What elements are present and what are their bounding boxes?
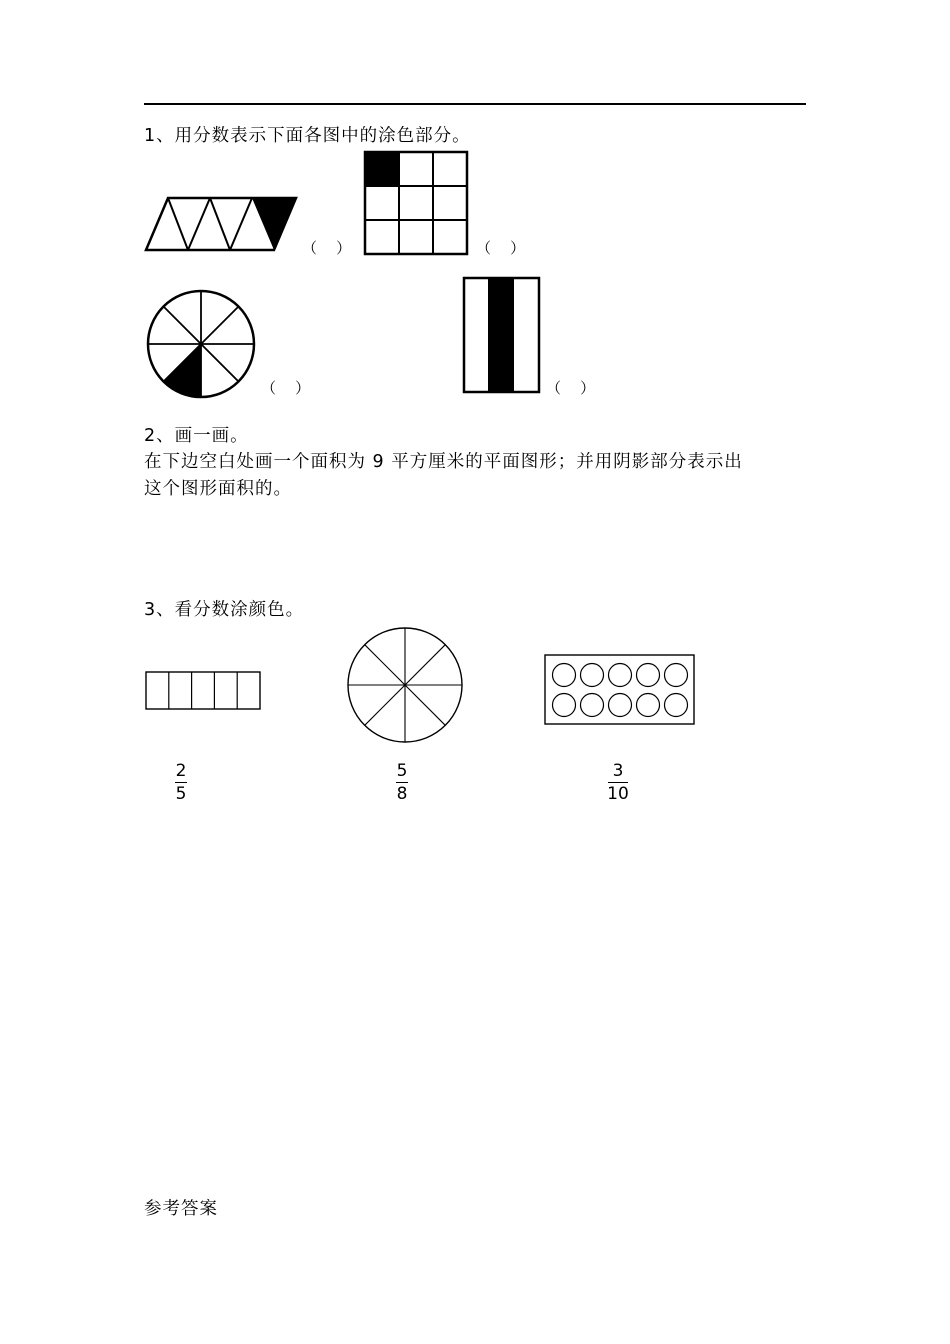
fraction-bar [396, 782, 408, 783]
answer-key-heading: 参考答案 [144, 1199, 218, 1219]
header-rule [144, 103, 806, 105]
answer-blank-4[interactable]: （ ） [546, 379, 596, 397]
fraction-numerator: 5 [396, 761, 408, 781]
q3-title: 3、看分数涂颜色。 [144, 600, 305, 620]
fraction-three-tenths [598, 762, 638, 803]
answer-blank-2[interactable]: （ ） [476, 239, 526, 257]
fraction-denominator: 10 [607, 784, 629, 804]
five-part-rectangle[interactable] [145, 671, 263, 711]
answer-blank-1[interactable]: （ ） [302, 239, 352, 257]
fraction-five-eighths [382, 762, 422, 803]
fraction-denominator: 5 [175, 784, 187, 804]
fraction-denominator: 8 [396, 784, 408, 804]
eight-part-circle[interactable] [345, 625, 465, 745]
triangle-strip-figure [144, 196, 300, 252]
ten-circles-box[interactable] [544, 654, 697, 727]
vertical-strips-figure [462, 276, 542, 395]
fraction-two-fifths [161, 762, 201, 803]
answer-blank-3[interactable]: （ ） [261, 379, 311, 397]
fraction-bar [175, 782, 187, 783]
q2-instruction-line2: 这个图形面积的。 [144, 479, 292, 499]
q2-instruction-line1: 在下边空白处画一个面积为 9 平方厘米的平面图形；并用阴影部分表示出 [144, 452, 743, 472]
q1-title: 1、用分数表示下面各图中的涂色部分。 [144, 126, 471, 146]
fraction-numerator: 3 [612, 761, 624, 781]
q2-title: 2、画一画。 [144, 426, 249, 446]
circle-eighths-figure [145, 288, 257, 400]
square-grid-figure [362, 150, 470, 256]
fraction-numerator: 2 [175, 761, 187, 781]
fraction-bar [608, 782, 628, 783]
